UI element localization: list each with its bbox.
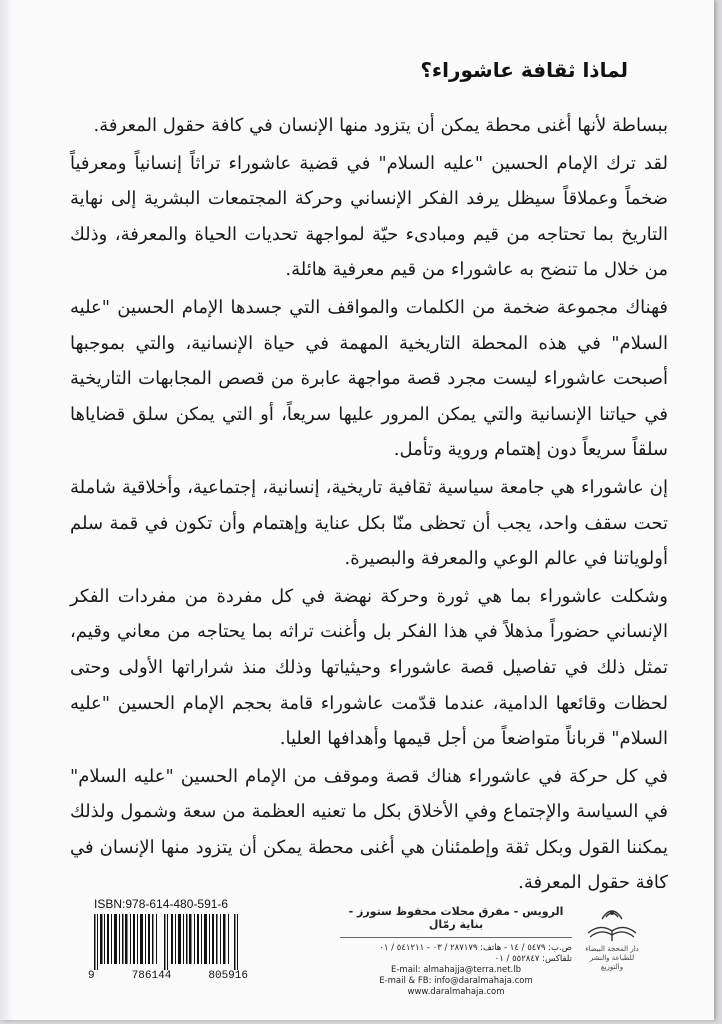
barcode-digit-prefix: 9 xyxy=(88,970,95,982)
publisher-logo-name: دار المحجة البيضاء xyxy=(585,945,639,953)
body-text xyxy=(70,108,668,903)
publisher-logo-text xyxy=(580,945,644,972)
publisher-logo-tagline: للطباعة والنشر والتوزيع xyxy=(589,954,635,971)
isbn-label: ISBN:978-614-480-591-6 xyxy=(94,897,229,911)
barcode-icon xyxy=(92,914,242,970)
publisher-info xyxy=(340,905,572,998)
paragraph: إن عاشوراء هي جامعة سياسية ثقافية تاريخية، إنسانية، إجتماعية، وأخلاقية شاملة تحت سقف واحد، يجب أن تحظى منّا بكل عناية وإهتمام وأن تكون في قمة سلم أولوياتنا في عالم الوعي والمعرفة والبصيرة. xyxy=(70,476,668,570)
publisher-email: E-mail: almahajja@terra.net.lb xyxy=(390,965,522,975)
publisher-website: www.daralmahaja.com xyxy=(407,987,505,997)
cover-title: لماذا ثقافة عاشوراء؟ xyxy=(420,58,628,82)
barcode-digit-group: 805916 xyxy=(208,970,248,982)
spine-edge xyxy=(0,0,14,1020)
paragraph: فهناك مجموعة ضخمة من الكلمات والمواقف التي جسدها الإمام الحسين "عليه السلام" في هذه المحطة التاريخية المهمة في حياة الإنسانية، والتي بموجبها أصبحت عاشوراء ليست مجرد قصة مواجهة عابرة من قصص المجابهات التاريخية في حياتنا الإنسانية والتي يمكن المرور عليها سريعاً، أو التي يمكن سلق قضاياها سلقاً سريعاً دون إهتمام وروية وتأمل. xyxy=(70,296,669,461)
barcode-digit-group: 786144 xyxy=(131,970,172,982)
publisher-po-box: ص.ب: ٥٤٧٩ / ١٤ - هاتف: ٢٨٧١٧٩ / ٠٣ - ٥٤١٢١١ / ٠١ xyxy=(379,943,572,953)
publisher-fax: تلفاكس: ٥٥٢٨٤٧ / ٠١ xyxy=(494,954,572,964)
publisher-email-fb: E-mail & FB: info@daralmahaja.com xyxy=(379,976,533,986)
barcode-digits xyxy=(88,970,248,982)
paragraph: في كل حركة في عاشوراء هناك قصة وموقف من الإمام الحسين "عليه السلام" في السياسة والإجتماع وفي الأخلاق بكل ما تعنيه العظمة من سعة وشمول ولذلك يمكننا القول وبكل ثقة وإطمئنان هي أغنى محطة يمكن أن يتزود منها الإنسان في كافة حقول المعرفة. xyxy=(70,765,668,894)
paragraph: وشكلت عاشوراء بما هي ثورة وحركة نهضة في كل مفردة من مفردات الفكر الإنساني حضوراً مذهلاً في هذا الفكر بل وأغنت تراثه بما يحتاجه من معاني وقيم، تمثل ذلك في تفاصيل قصة عاشوراء وحيثياتها وذلك منذ شراراتها الأولى وحتى لحظات وقائعها الدامية، عندما قدّمت عاشوراء قامة بحجم الإمام الحسين "عليه السلام" قرباناً متواضعاً من أجل قيمها وأهدافها العليا. xyxy=(70,585,668,750)
paragraph: لقد ترك الإمام الحسين "عليه السلام" في قضية عاشوراء تراثاً إنسانياً ومعرفياً ضخماً وعملاقاً سيظل يرفد الفكر الإنساني وحركة المجتمعات البشرية إلى نهاية التاريخ بما تحتاجه من قيم ومبادىء حيّة لمواجهة تحديات الحياة والمعرفة، وذلك من خلال ما تنضح به عاشوراء من قيم معرفية هائلة. xyxy=(70,152,668,281)
paragraph: ببساطة لأنها أغنى محطة يمكن أن يتزود منها الإنسان في كافة حقول المعرفة. xyxy=(93,115,668,136)
publisher-address: الرويس - مفرق محلات محفوظ ستورز - بناية رمّال xyxy=(340,905,572,938)
